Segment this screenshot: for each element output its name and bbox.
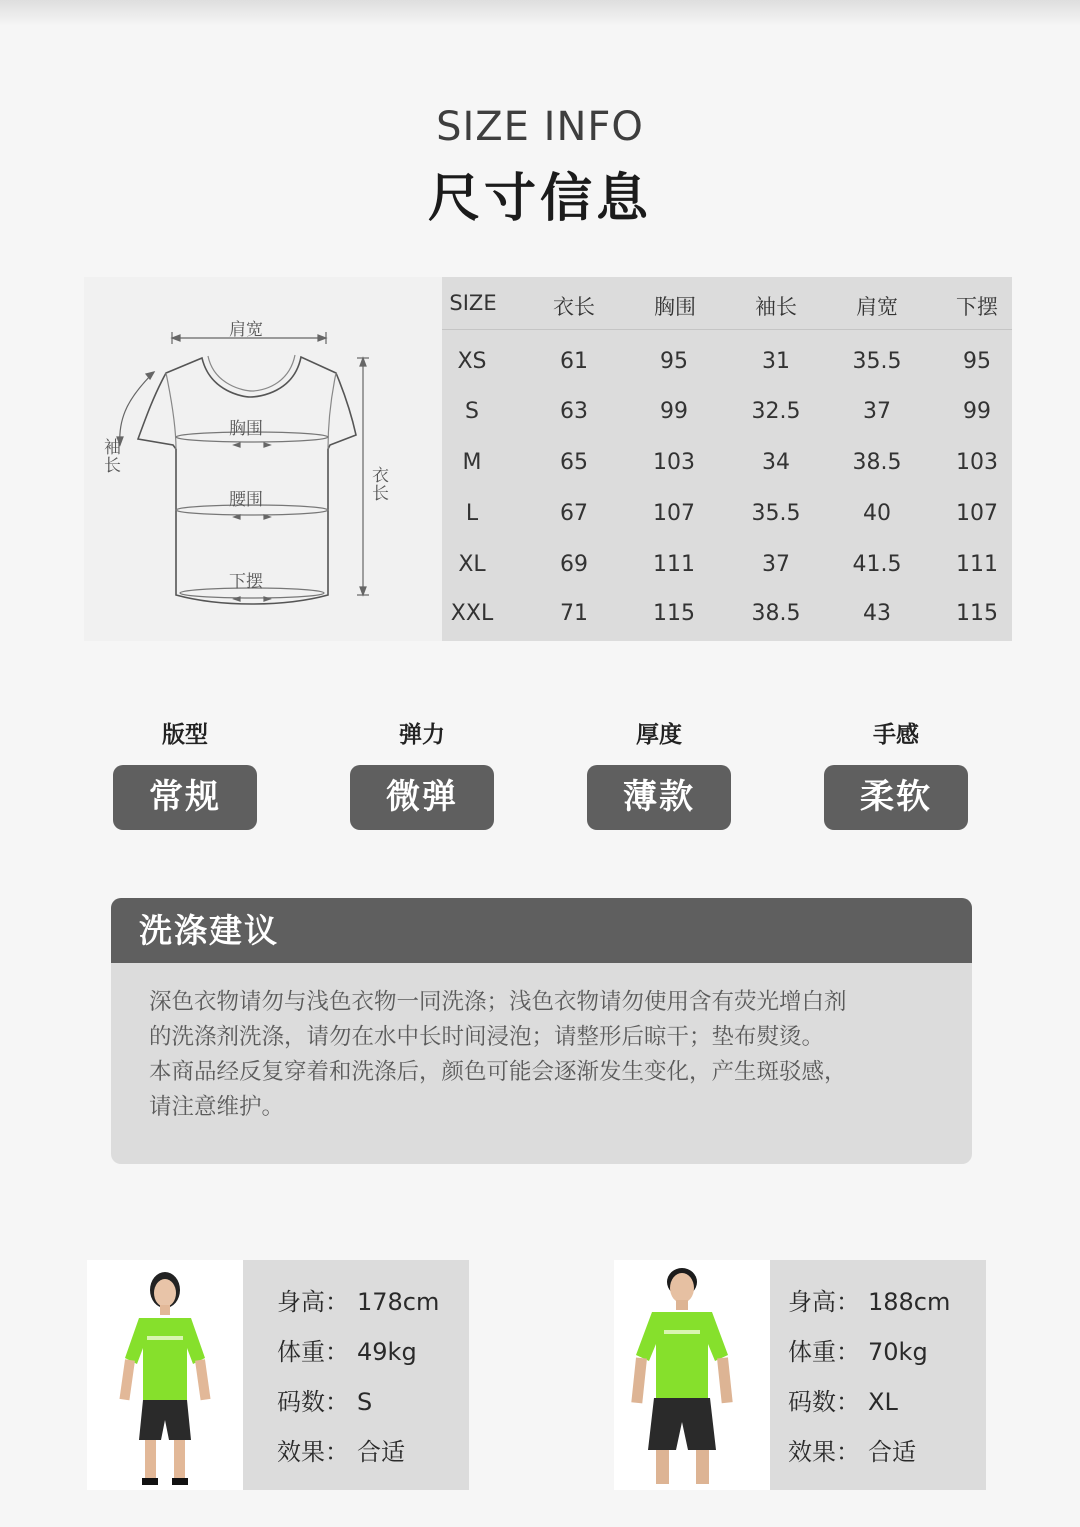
table-cell: 103 (956, 450, 998, 475)
table-cell: 63 (560, 399, 588, 424)
fit-label: 效果： (277, 1438, 349, 1466)
model-photo-male (614, 1260, 770, 1490)
table-cell: 95 (963, 349, 991, 374)
fit-value: 合适 (868, 1438, 916, 1466)
table-cell: 107 (653, 501, 695, 526)
model-fit (788, 1432, 916, 1472)
washing-advice-panel (111, 898, 972, 1164)
size-label: 码数： (788, 1388, 860, 1416)
size-value: S (357, 1388, 373, 1416)
attribute-fit (113, 716, 257, 830)
table-header-cell: 胸围 (654, 295, 696, 319)
table-cell: S (465, 399, 479, 424)
section-title-en: SIZE INFO (436, 104, 644, 150)
table-header (442, 277, 1012, 330)
attribute-value-badge: 微弹 (350, 765, 494, 830)
height-value: 178cm (357, 1288, 440, 1316)
height-label: 身高： (277, 1288, 349, 1316)
table-header-cell: 衣长 (553, 295, 595, 319)
table-cell: 69 (560, 552, 588, 577)
table-cell: 115 (956, 601, 998, 626)
table-cell: 35.5 (751, 501, 801, 526)
label-hem: 下摆 (229, 572, 263, 592)
attribute-thickness (587, 716, 731, 830)
table-cell: 38.5 (852, 450, 902, 475)
table-header-cell: SIZE (449, 291, 497, 315)
table-header-cell: 袖长 (755, 295, 797, 319)
attribute-label: 版型 (162, 722, 208, 748)
washing-line: 本商品经反复穿着和洗涤后，颜色可能会逐渐发生变化，产生斑驳感， (149, 1059, 847, 1085)
washing-line: 深色衣物请勿与浅色衣物一同洗涤；浅色衣物请勿使用含有荧光增白剂 (149, 989, 847, 1015)
weight-label: 体重： (277, 1338, 349, 1366)
label-shoulder: 肩宽 (229, 320, 263, 340)
washing-line: 的洗涤剂洗涤，请勿在水中长时间浸泡；请整形后晾干；垫布熨烫。 (149, 1024, 825, 1050)
table-cell: 111 (956, 552, 998, 577)
attribute-value-badge: 常规 (113, 765, 257, 830)
table-cell: 38.5 (751, 601, 801, 626)
table-cell: 34 (762, 450, 790, 475)
table-cell: 99 (963, 399, 991, 424)
attribute-label: 厚度 (636, 722, 682, 748)
attribute-hand-feel (824, 716, 968, 830)
weight-label: 体重： (788, 1338, 860, 1366)
table-cell: 31 (762, 349, 790, 374)
table-row (442, 337, 1012, 387)
label-sleeve: 袖长 (104, 438, 121, 476)
table-cell: 37 (762, 552, 790, 577)
table-cell: M (462, 450, 482, 475)
table-header-cell: 下摆 (956, 295, 998, 319)
table-cell: 40 (863, 501, 891, 526)
label-chest: 胸围 (229, 419, 263, 439)
label-waist: 腰围 (229, 490, 263, 510)
size-value: XL (868, 1388, 898, 1416)
table-cell: 67 (560, 501, 588, 526)
table-row (442, 438, 1012, 488)
model-height (277, 1282, 439, 1322)
tshirt-outline-icon (84, 277, 442, 641)
washing-advice-title: 洗涤建议 (111, 898, 972, 963)
table-row (442, 387, 1012, 437)
table-cell: 71 (560, 601, 588, 626)
size-table (442, 277, 1012, 641)
model-height (788, 1282, 950, 1322)
attribute-label: 弹力 (399, 722, 445, 748)
attribute-value-badge: 柔软 (824, 765, 968, 830)
table-row (442, 589, 1012, 639)
attribute-value-badge: 薄款 (587, 765, 731, 830)
table-cell: 41.5 (852, 552, 902, 577)
height-label: 身高： (788, 1288, 860, 1316)
table-row (442, 540, 1012, 590)
section-title-cn: 尺寸信息 (427, 169, 652, 229)
height-value: 188cm (868, 1288, 951, 1316)
table-cell: XL (458, 552, 486, 577)
table-row (442, 489, 1012, 539)
table-cell: L (465, 501, 479, 526)
table-header-cell: 肩宽 (856, 295, 898, 319)
model-size (277, 1382, 372, 1422)
attribute-label: 手感 (873, 722, 919, 748)
attribute-elasticity (350, 716, 494, 830)
fit-value: 合适 (357, 1438, 405, 1466)
top-shadow (0, 0, 1080, 26)
model-figure-icon (614, 1260, 770, 1490)
table-cell: 111 (653, 552, 695, 577)
weight-value: 49kg (357, 1338, 417, 1366)
table-cell: 43 (863, 601, 891, 626)
model-weight (277, 1332, 417, 1372)
table-cell: 99 (660, 399, 688, 424)
table-cell: 115 (653, 601, 695, 626)
label-length: 衣长 (372, 466, 389, 504)
model-info-male (770, 1260, 986, 1490)
fit-label: 效果： (788, 1438, 860, 1466)
model-weight (788, 1332, 928, 1372)
table-cell: 61 (560, 349, 588, 374)
model-fit (277, 1432, 405, 1472)
table-cell: 103 (653, 450, 695, 475)
table-cell: XS (457, 349, 487, 374)
weight-value: 70kg (868, 1338, 928, 1366)
table-cell: XXL (450, 601, 494, 626)
table-cell: 107 (956, 501, 998, 526)
table-cell: 65 (560, 450, 588, 475)
size-label: 码数： (277, 1388, 349, 1416)
table-cell: 35.5 (852, 349, 902, 374)
table-cell: 32.5 (751, 399, 801, 424)
model-size (788, 1382, 898, 1422)
model-photo-female (87, 1260, 243, 1490)
model-info-female (243, 1260, 469, 1490)
model-figure-icon (87, 1260, 243, 1490)
washing-advice-text (111, 963, 972, 1125)
washing-line: 请注意维护。 (149, 1094, 285, 1120)
table-cell: 37 (863, 399, 891, 424)
tshirt-size-diagram (84, 277, 442, 641)
table-cell: 95 (660, 349, 688, 374)
